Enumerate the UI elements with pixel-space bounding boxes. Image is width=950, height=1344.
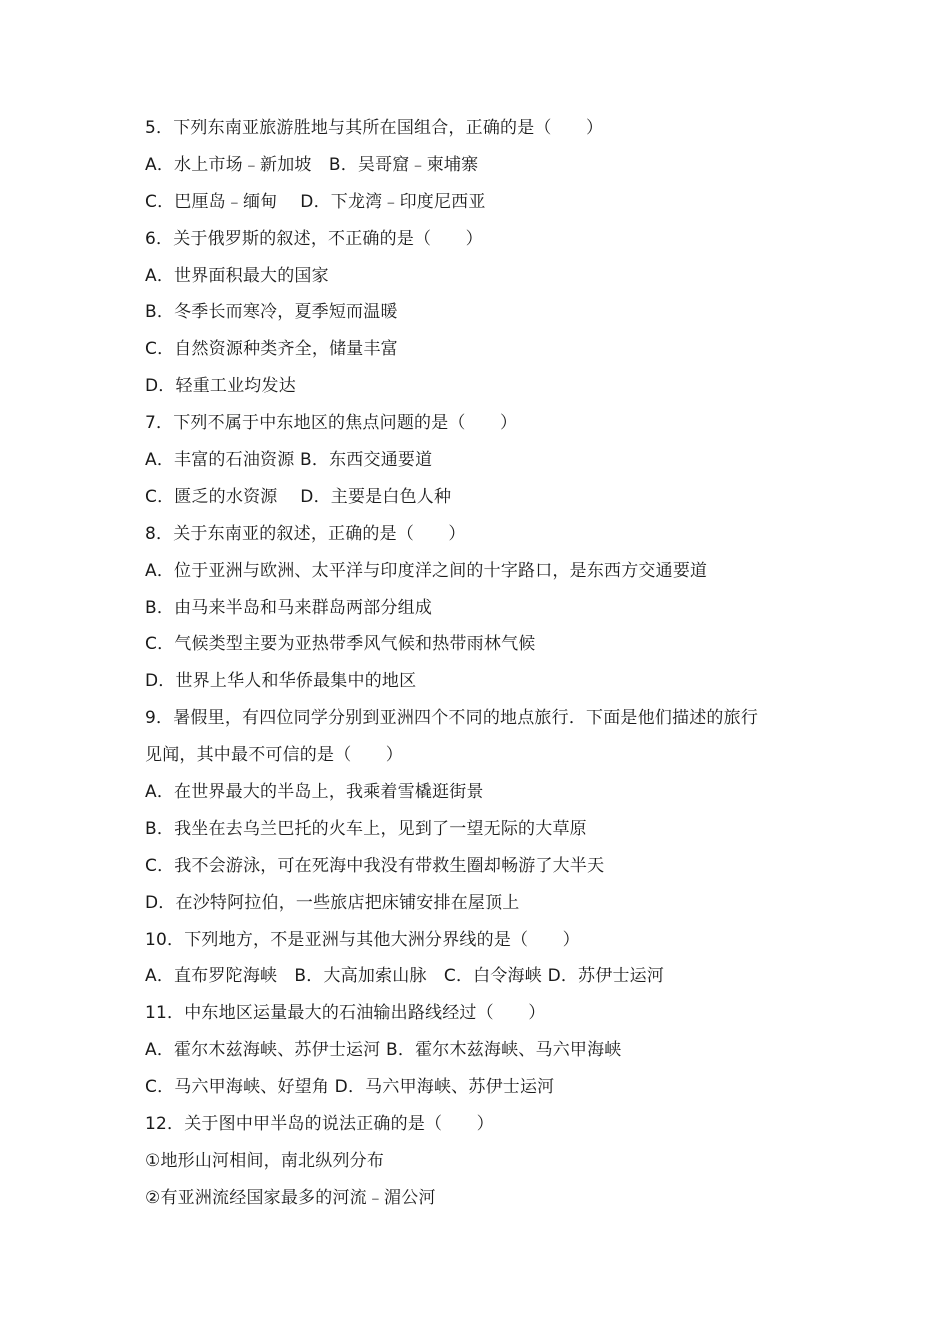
q6-option-c: C．自然资源种类齐全，储量丰富 (145, 339, 398, 360)
q11-stem: 11．中东地区运量最大的石油输出路线经过（ ） (145, 1003, 546, 1024)
q6-option-b: B．冬季长而寒冷，夏季短而温暖 (145, 302, 398, 323)
q9-stem-line1: 9．暑假里，有四位同学分别到亚洲四个不同的地点旅行．下面是他们描述的旅行 (145, 708, 759, 729)
q7-options-ab: A．丰富的石油资源 B．东西交通要道 (145, 450, 433, 471)
q9-stem-line2: 见闻，其中最不可信的是（ ） (145, 745, 403, 766)
q5-options-cd: C．巴厘岛﹣缅甸 D．下龙湾﹣印度尼西亚 (145, 191, 486, 212)
q11-options-ab: A．霍尔木兹海峡、苏伊士运河 B．霍尔木兹海峡、马六甲海峡 (145, 1040, 622, 1061)
question-text (145, 110, 825, 1217)
q12-statement-2: ②有亚洲流经国家最多的河流﹣湄公河 (145, 1187, 436, 1208)
q9-option-d: D．在沙特阿拉伯，一些旅店把床铺安排在屋顶上 (145, 892, 520, 913)
q9-option-c: C．我不会游泳，可在死海中我没有带救生圈却畅游了大半天 (145, 855, 605, 876)
q9-option-b: B．我坐在去乌兰巴托的火车上，见到了一望无际的大草原 (145, 818, 587, 839)
q8-stem: 8．关于东南亚的叙述，正确的是（ ） (145, 523, 466, 544)
q9-option-a: A．在世界最大的半岛上，我乘着雪橇逛街景 (145, 782, 484, 803)
q5-options-ab: A．水上市场﹣新加坡 B．吴哥窟﹣柬埔寨 (145, 154, 479, 175)
q10-stem: 10．下列地方，不是亚洲与其他大洲分界线的是（ ） (145, 929, 580, 950)
q7-options-cd: C．匮乏的水资源 D．主要是白色人种 (145, 486, 452, 507)
q7-stem: 7．下列不属于中东地区的焦点问题的是（ ） (145, 413, 518, 434)
q6-option-a: A．世界面积最大的国家 (145, 265, 329, 286)
q8-option-d: D．世界上华人和华侨最集中的地区 (145, 671, 417, 692)
q6-stem: 6．关于俄罗斯的叙述，不正确的是（ ） (145, 228, 483, 249)
q10-options: A．直布罗陀海峡 B．大高加索山脉 C．白令海峡 D．苏伊士运河 (145, 966, 665, 987)
q12-statement-1: ①地形山河相间，南北纵列分布 (145, 1150, 385, 1171)
q8-option-b: B．由马来半岛和马来群岛两部分组成 (145, 597, 433, 618)
q11-options-cd: C．马六甲海峡、好望角 D．马六甲海峡、苏伊士运河 (145, 1077, 555, 1098)
q12-stem: 12．关于图中甲半岛的说法正确的是（ ） (145, 1114, 494, 1135)
q8-option-a: A．位于亚洲与欧洲、太平洋与印度洋之间的十字路口，是东西方交通要道 (145, 560, 708, 581)
q8-option-c: C．气候类型主要为亚热带季风气候和热带雨林气候 (145, 634, 536, 655)
q5-stem: 5．下列东南亚旅游胜地与其所在国组合，正确的是（ ） (145, 118, 604, 138)
q6-option-d: D．轻重工业均发达 (145, 376, 296, 397)
